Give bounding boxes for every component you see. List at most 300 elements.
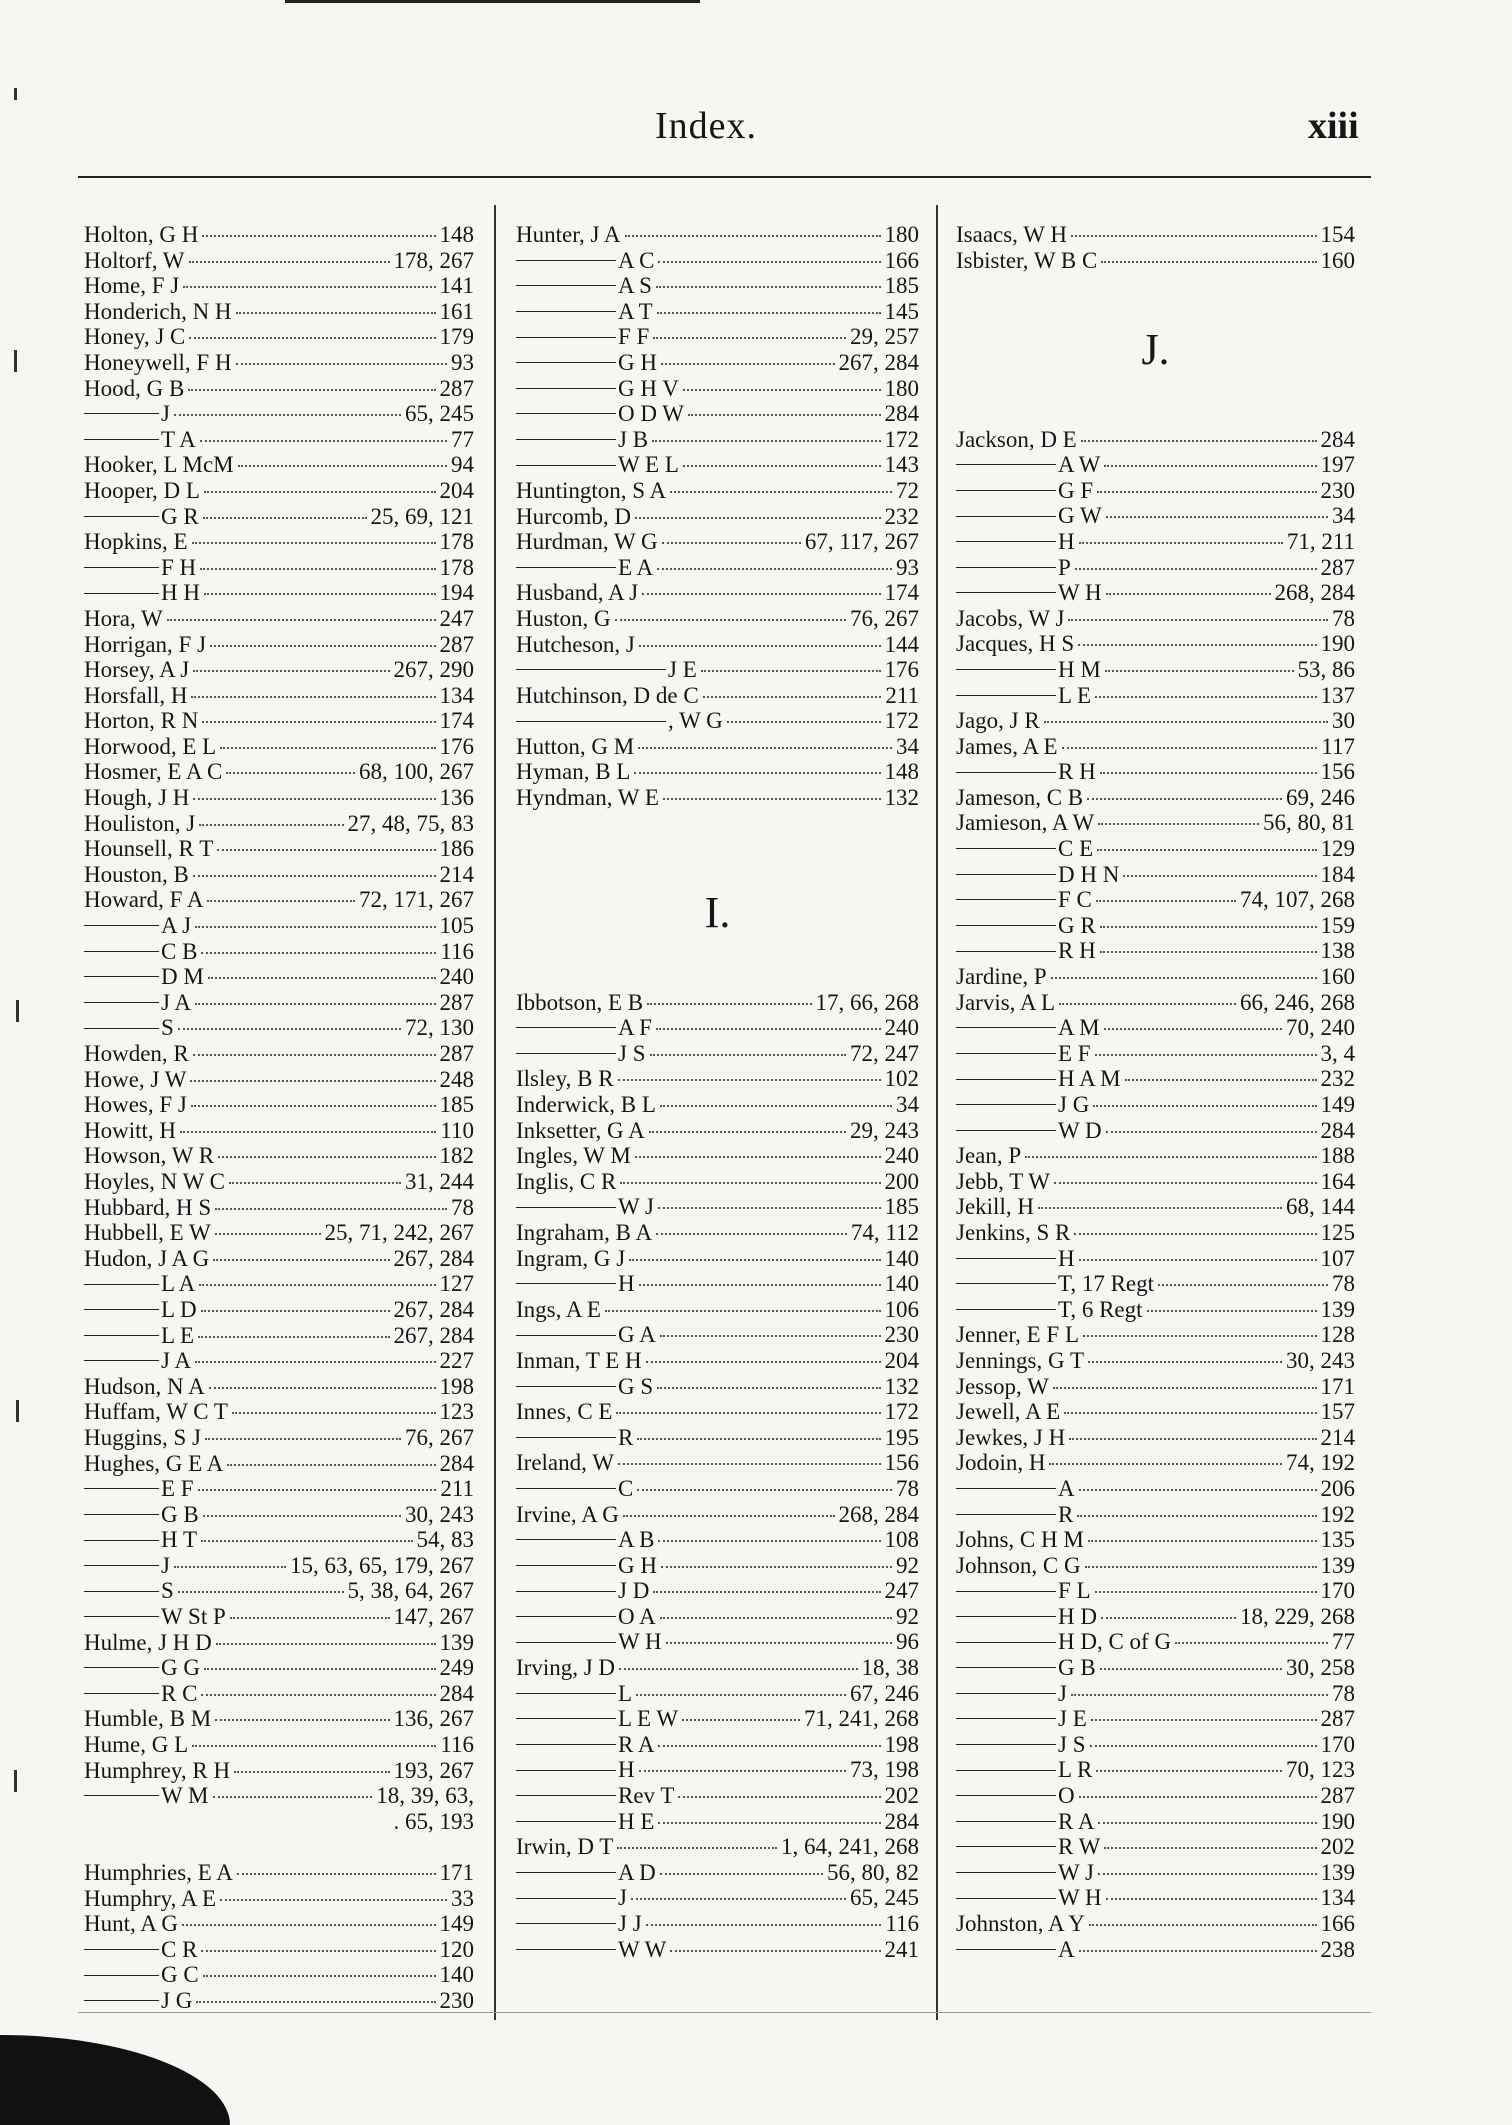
index-entry: [516, 1297, 919, 1323]
leader-dots: [638, 747, 892, 749]
entry-pages: 108: [884, 1527, 919, 1553]
entry-name: [956, 1015, 1100, 1041]
index-entry: [84, 1706, 474, 1732]
leader-dots: [1096, 1770, 1282, 1772]
entry-name-text: L R: [1058, 1757, 1093, 1783]
entry-name-text: G S: [618, 1373, 654, 1399]
leader-dots: [229, 1182, 401, 1184]
leader-dots: [1090, 1745, 1317, 1747]
leader-dots: [1175, 1642, 1328, 1644]
entry-pages: 33: [451, 1885, 474, 1911]
entry-pages: 15, 63, 65, 179, 267: [290, 1552, 474, 1578]
leader-dots: [198, 1336, 390, 1338]
entry-name-text: Horton, R N: [84, 708, 199, 734]
entry-name-text: Hume, G L: [84, 1732, 189, 1758]
index-entry: [956, 810, 1355, 836]
entry-pages: 67, 117, 267: [804, 529, 919, 555]
leader-dots: [232, 1412, 436, 1414]
leader-dots: [201, 1950, 435, 1952]
entry-name: [84, 452, 234, 478]
entry-name-text: Johns, C H M: [956, 1527, 1084, 1553]
entry-pages: 140: [884, 1245, 919, 1271]
index-entry: [956, 759, 1355, 785]
entry-pages: 214: [439, 861, 474, 887]
entry-name-text: Irving, J D: [516, 1655, 616, 1681]
leader-dots: [215, 1233, 321, 1235]
leader-dots: [670, 491, 892, 493]
entry-name: [84, 657, 189, 683]
entry-name: [84, 1195, 211, 1221]
entry-name-text: Ingles, W M: [516, 1143, 631, 1169]
entry-name: [516, 299, 653, 325]
entry-name: [84, 1220, 211, 1246]
leader-dots: [642, 593, 880, 595]
index-column-1: [84, 222, 474, 2014]
entry-pages: 190: [1320, 631, 1355, 657]
leader-dots: [634, 772, 880, 774]
index-entry: [956, 1015, 1355, 1041]
entry-pages: 232: [884, 503, 919, 529]
entry-name-text: Howitt, H: [84, 1117, 176, 1143]
index-entry: [956, 1118, 1355, 1144]
index-entry: [516, 1655, 919, 1681]
ditto-dash: [956, 1616, 1056, 1617]
entry-name: [956, 1655, 1096, 1681]
entry-name-text: C: [618, 1475, 634, 1501]
ditto-dash: [84, 1693, 159, 1694]
entry-pages: 268, 284: [838, 1501, 919, 1527]
entry-pages: 1, 64, 241, 268: [781, 1834, 919, 1860]
entry-pages: 166: [1320, 1911, 1355, 1936]
index-entry: [84, 990, 474, 1016]
entry-pages: 77: [1332, 1629, 1355, 1655]
entry-name-text: Jekill, H: [956, 1194, 1034, 1220]
entry-pages: 72: [896, 477, 919, 503]
column-divider: [936, 205, 938, 2020]
leader-dots: [189, 261, 390, 263]
entry-pages: 154: [1320, 222, 1355, 247]
index-entry: [956, 503, 1355, 529]
entry-name-text: Houliston, J: [84, 810, 196, 836]
entry-name-text: J D: [618, 1578, 650, 1604]
leader-dots: [1101, 1617, 1236, 1619]
index-entry: [84, 1067, 474, 1093]
entry-name: [84, 1246, 209, 1272]
entry-name-text: J G: [1058, 1092, 1090, 1117]
entry-name: [516, 1322, 656, 1348]
leader-dots: [1100, 772, 1317, 774]
entry-name: [516, 1706, 678, 1732]
entry-name-text: Ireland, W: [516, 1450, 614, 1476]
index-entry: [84, 1246, 474, 1272]
ditto-dash: [84, 1028, 159, 1029]
entry-name: [956, 1578, 1091, 1604]
leader-dots: [1049, 1463, 1282, 1465]
leader-dots: [1097, 491, 1316, 493]
entry-name: [516, 376, 679, 402]
entry-name: [84, 248, 185, 274]
entry-pages: 78: [896, 1475, 919, 1501]
entry-pages: 230: [439, 1987, 474, 2013]
entry-name: [516, 1348, 642, 1374]
ditto-dash: [84, 1360, 159, 1361]
entry-pages: 156: [884, 1450, 919, 1476]
index-entry: [516, 1527, 919, 1553]
entry-pages: 148: [439, 222, 474, 247]
ditto-dash: [84, 1565, 159, 1566]
leader-dots: [656, 286, 881, 288]
entry-name: [956, 1757, 1092, 1783]
entry-pages: 66, 246, 268: [1240, 989, 1355, 1015]
ditto-dash: [956, 1898, 1056, 1899]
ditto-dash: [956, 490, 1056, 491]
entry-name: [956, 1425, 1065, 1451]
entry-name: [516, 683, 699, 709]
index-entry: [956, 1885, 1355, 1911]
leader-dots: [195, 926, 435, 928]
entry-name-text: Huston, G: [516, 605, 611, 631]
ditto-dash: [956, 951, 1056, 952]
index-entry: [516, 1553, 919, 1579]
index-entry: [516, 785, 919, 811]
entry-name: [516, 1476, 633, 1502]
entry-pages: 125: [1320, 1219, 1355, 1245]
ditto-dash: [516, 1207, 616, 1208]
spacer: [956, 299, 1355, 325]
entry-name: [84, 350, 232, 376]
leader-dots: [1078, 644, 1316, 646]
entry-name: [84, 1118, 176, 1144]
index-entry: [956, 1809, 1355, 1835]
leader-dots: [1106, 593, 1271, 595]
index-entry: [516, 1783, 919, 1809]
entry-pages: 159: [1320, 912, 1355, 938]
entry-name: [956, 503, 1102, 529]
entry-pages: 71, 241, 268: [804, 1706, 919, 1732]
ditto-dash: [84, 1795, 159, 1796]
entry-name-text: J: [161, 1552, 170, 1578]
index-entry: [956, 1271, 1355, 1297]
index-entry: [84, 1860, 474, 1886]
spacer: [956, 375, 1355, 401]
leader-dots: [1098, 1822, 1316, 1824]
ditto-dash: [516, 1795, 616, 1796]
entry-name: [956, 1681, 1067, 1707]
index-entry: [516, 1502, 919, 1528]
entry-pages: 180: [884, 375, 919, 401]
entry-name-text: C B: [161, 938, 198, 964]
ditto-dash: [956, 1104, 1056, 1105]
entry-name: [956, 1553, 1081, 1579]
entry-name: [84, 1297, 197, 1323]
entry-name: [516, 248, 654, 274]
index-entry: [84, 1092, 474, 1118]
entry-name-text: Ingram, G J: [516, 1245, 626, 1271]
leader-dots: [203, 517, 367, 519]
ditto-dash: [956, 1591, 1056, 1592]
entry-pages: 132: [884, 1373, 919, 1399]
entry-name-text: Jacobs, W J: [956, 605, 1065, 631]
index-entry: [84, 504, 474, 530]
entry-name: [84, 683, 187, 709]
index-entry: [516, 1374, 919, 1400]
entry-name: [516, 759, 630, 785]
entry-pages: 65, 245: [405, 401, 474, 427]
index-entry: [956, 734, 1355, 760]
index-entry: [84, 1553, 474, 1579]
leader-dots: [1096, 900, 1236, 902]
leader-dots: [666, 1642, 892, 1644]
index-entry: [84, 1655, 474, 1681]
ditto-dash: [516, 413, 616, 414]
entry-pages: 69, 246: [1286, 784, 1355, 810]
entry-name-text: J: [618, 1885, 627, 1911]
entry-pages: 143: [884, 452, 919, 478]
entry-name-text: R A: [618, 1731, 655, 1757]
leader-dots: [656, 1028, 881, 1030]
leader-dots: [230, 1617, 390, 1619]
entry-name-text: L E W: [618, 1706, 679, 1732]
index-entry: [516, 1169, 919, 1195]
leader-dots: [1104, 1847, 1316, 1849]
index-entry: [84, 632, 474, 658]
entry-pages: 178: [439, 529, 474, 555]
index-entry: [516, 990, 919, 1016]
entry-pages: 18, 38: [861, 1655, 919, 1681]
leader-dots: [1079, 1950, 1317, 1952]
entry-name: [956, 887, 1092, 913]
entry-name-text: Hunt, A G: [84, 1911, 178, 1937]
entry-pages: 127: [439, 1271, 474, 1297]
entry-name-text: Jarvis, A L: [956, 989, 1056, 1015]
leader-dots: [201, 1694, 435, 1696]
leader-dots: [208, 977, 436, 979]
entry-pages: 174: [884, 580, 919, 606]
index-entry: [84, 1118, 474, 1144]
leader-dots: [649, 1131, 846, 1133]
entry-pages: 164: [1320, 1168, 1355, 1194]
entry-name-text: F C: [1058, 887, 1092, 913]
leader-dots: [236, 312, 436, 314]
index-entry: [84, 376, 474, 402]
entry-name-text: S: [161, 1015, 174, 1041]
entry-name: [516, 273, 652, 299]
entry-pages: 67, 246: [850, 1680, 919, 1706]
entry-name-text: C R: [161, 1936, 198, 1962]
leader-dots: [701, 670, 881, 672]
leader-dots: [625, 235, 881, 237]
ditto-dash: [84, 567, 159, 568]
entry-name-text: S: [161, 1578, 174, 1604]
entry-pages: 180: [884, 222, 919, 247]
ditto-dash: [84, 1488, 159, 1489]
ditto-dash: [516, 1386, 616, 1387]
entry-name: [956, 990, 1055, 1016]
ditto-dash: [516, 337, 616, 338]
entry-pages: 182: [439, 1143, 474, 1169]
ditto-dash: [956, 592, 1056, 593]
entry-name-text: Hood, G B: [84, 375, 185, 401]
entry-name-text: L: [618, 1680, 633, 1706]
entry-pages: 287: [1320, 1783, 1355, 1809]
entry-pages: 211: [440, 1476, 474, 1502]
leader-dots: [193, 670, 389, 672]
entry-name: [516, 580, 638, 606]
index-entry: [84, 1604, 474, 1630]
index-entry: [516, 1399, 919, 1425]
entry-pages: 148: [884, 759, 919, 785]
index-entry: [84, 1502, 474, 1528]
ditto-dash: [84, 1540, 159, 1541]
index-entry: [956, 529, 1355, 555]
entry-pages: 128: [1320, 1322, 1355, 1348]
index-entry: [956, 1629, 1355, 1655]
leader-dots: [216, 1643, 436, 1645]
index-entry: [956, 708, 1355, 734]
index-entry: [516, 759, 919, 785]
entry-name: [516, 1246, 625, 1272]
margin-mark: [14, 350, 17, 372]
entry-pages: 72, 171, 267: [359, 887, 474, 913]
margin-mark: [16, 1000, 19, 1022]
entry-pages: 240: [439, 964, 474, 990]
leader-dots: [1088, 1540, 1317, 1542]
ditto-dash: [84, 925, 159, 926]
leader-dots: [1079, 1259, 1317, 1261]
entry-name: [84, 222, 198, 248]
leader-dots: [657, 1387, 880, 1389]
entry-pages: 247: [884, 1578, 919, 1604]
entry-name: [956, 1092, 1089, 1118]
leader-dots: [202, 721, 435, 723]
spacer: [516, 938, 919, 964]
ditto-dash: [84, 516, 159, 517]
entry-name: [956, 1322, 1079, 1348]
page-number: xiii: [1308, 105, 1359, 147]
entry-pages: 68, 100, 267: [359, 759, 474, 785]
spacer: [516, 964, 919, 990]
ditto-dash: [956, 899, 1056, 900]
entry-name: [84, 1911, 178, 1937]
entry-pages: 94: [451, 452, 474, 478]
ditto-dash: [956, 567, 1056, 568]
entry-name: [516, 657, 697, 683]
entry-name: [84, 580, 200, 606]
entry-name: [84, 1783, 209, 1809]
leader-dots: [202, 235, 435, 237]
entry-name-text: O D W: [618, 401, 685, 427]
entry-pages: 284: [439, 1450, 474, 1476]
entry-name-text: W W: [618, 1936, 667, 1962]
entry-name: [516, 990, 643, 1016]
index-entry: [956, 657, 1355, 683]
leader-dots: [657, 568, 892, 570]
entry-pages: 116: [440, 938, 474, 964]
entry-name: [516, 1860, 656, 1886]
entry-name-text: A J: [161, 913, 192, 939]
leader-dots: [615, 619, 846, 621]
entry-name-text: Hubbell, E W: [84, 1220, 211, 1246]
entry-name: [84, 401, 170, 427]
index-entry: [84, 657, 474, 683]
index-entry: [84, 913, 474, 939]
leader-dots: [1100, 926, 1317, 928]
entry-name-text: Humphry, A E: [84, 1885, 217, 1911]
entry-pages: 176: [884, 657, 919, 683]
entry-pages: 140: [884, 1271, 919, 1297]
index-entry: [956, 1681, 1355, 1707]
entry-pages: 192: [1320, 1501, 1355, 1527]
entry-name: [516, 1143, 631, 1169]
entry-name-text: W J: [1058, 1859, 1094, 1885]
entry-pages: 30: [1332, 708, 1355, 734]
entry-pages: 136, 267: [393, 1706, 474, 1732]
leader-dots: [190, 1080, 435, 1082]
entry-pages: 145: [884, 298, 919, 324]
entry-name: [516, 708, 723, 734]
entry-name: [516, 1783, 674, 1809]
entry-name: [84, 1860, 233, 1886]
entry-pages: 149: [1320, 1092, 1355, 1117]
entry-pages: 137: [1320, 682, 1355, 708]
index-entry: [516, 708, 919, 734]
leader-dots: [1074, 1233, 1316, 1235]
column-divider: [494, 205, 496, 2020]
index-entry: [84, 1041, 474, 1067]
leader-dots: [661, 363, 835, 365]
entry-pages: 134: [1320, 1885, 1355, 1911]
entry-name: [956, 1066, 1121, 1092]
ditto-dash: [956, 1744, 1056, 1745]
entry-name: [84, 1706, 211, 1732]
entry-name-text: Hutton, G M: [516, 733, 635, 759]
spacer: [84, 1834, 474, 1860]
leader-dots: [227, 1464, 435, 1466]
index-entry: [516, 580, 919, 606]
entry-pages: 204: [884, 1347, 919, 1373]
leader-dots: [210, 645, 435, 647]
ditto-dash: [516, 1770, 616, 1771]
entry-name: [956, 1169, 1050, 1195]
entry-pages: 96: [896, 1629, 919, 1655]
entry-name: [84, 324, 185, 350]
index-entry: [956, 1476, 1355, 1502]
entry-pages: 214: [1320, 1424, 1355, 1450]
entry-name-text: Hughes, G E A: [84, 1450, 224, 1476]
leader-dots: [200, 568, 435, 570]
ditto-dash: [956, 1693, 1056, 1694]
entry-name-text: Jameson, C B: [956, 784, 1084, 810]
entry-pages: 211: [885, 682, 919, 708]
entry-name: [84, 1988, 192, 2014]
entry-name-text: Hopkins, E: [84, 529, 188, 555]
entry-name: [516, 222, 621, 248]
entry-pages: 284: [439, 1680, 474, 1706]
entry-name: [956, 606, 1064, 632]
index-entry: [84, 1451, 474, 1477]
entry-name: [516, 632, 635, 658]
entry-name: [84, 1015, 174, 1041]
entry-pages: 248: [439, 1066, 474, 1092]
entry-pages: 139: [1320, 1296, 1355, 1322]
index-entry: [84, 248, 474, 274]
ditto-dash: [956, 1846, 1056, 1847]
entry-name: [956, 1860, 1094, 1886]
entry-name-text: F H: [161, 554, 197, 580]
entry-name-text: R W: [1058, 1834, 1101, 1860]
entry-name: [84, 913, 191, 939]
entry-name-text: H E: [618, 1808, 655, 1834]
